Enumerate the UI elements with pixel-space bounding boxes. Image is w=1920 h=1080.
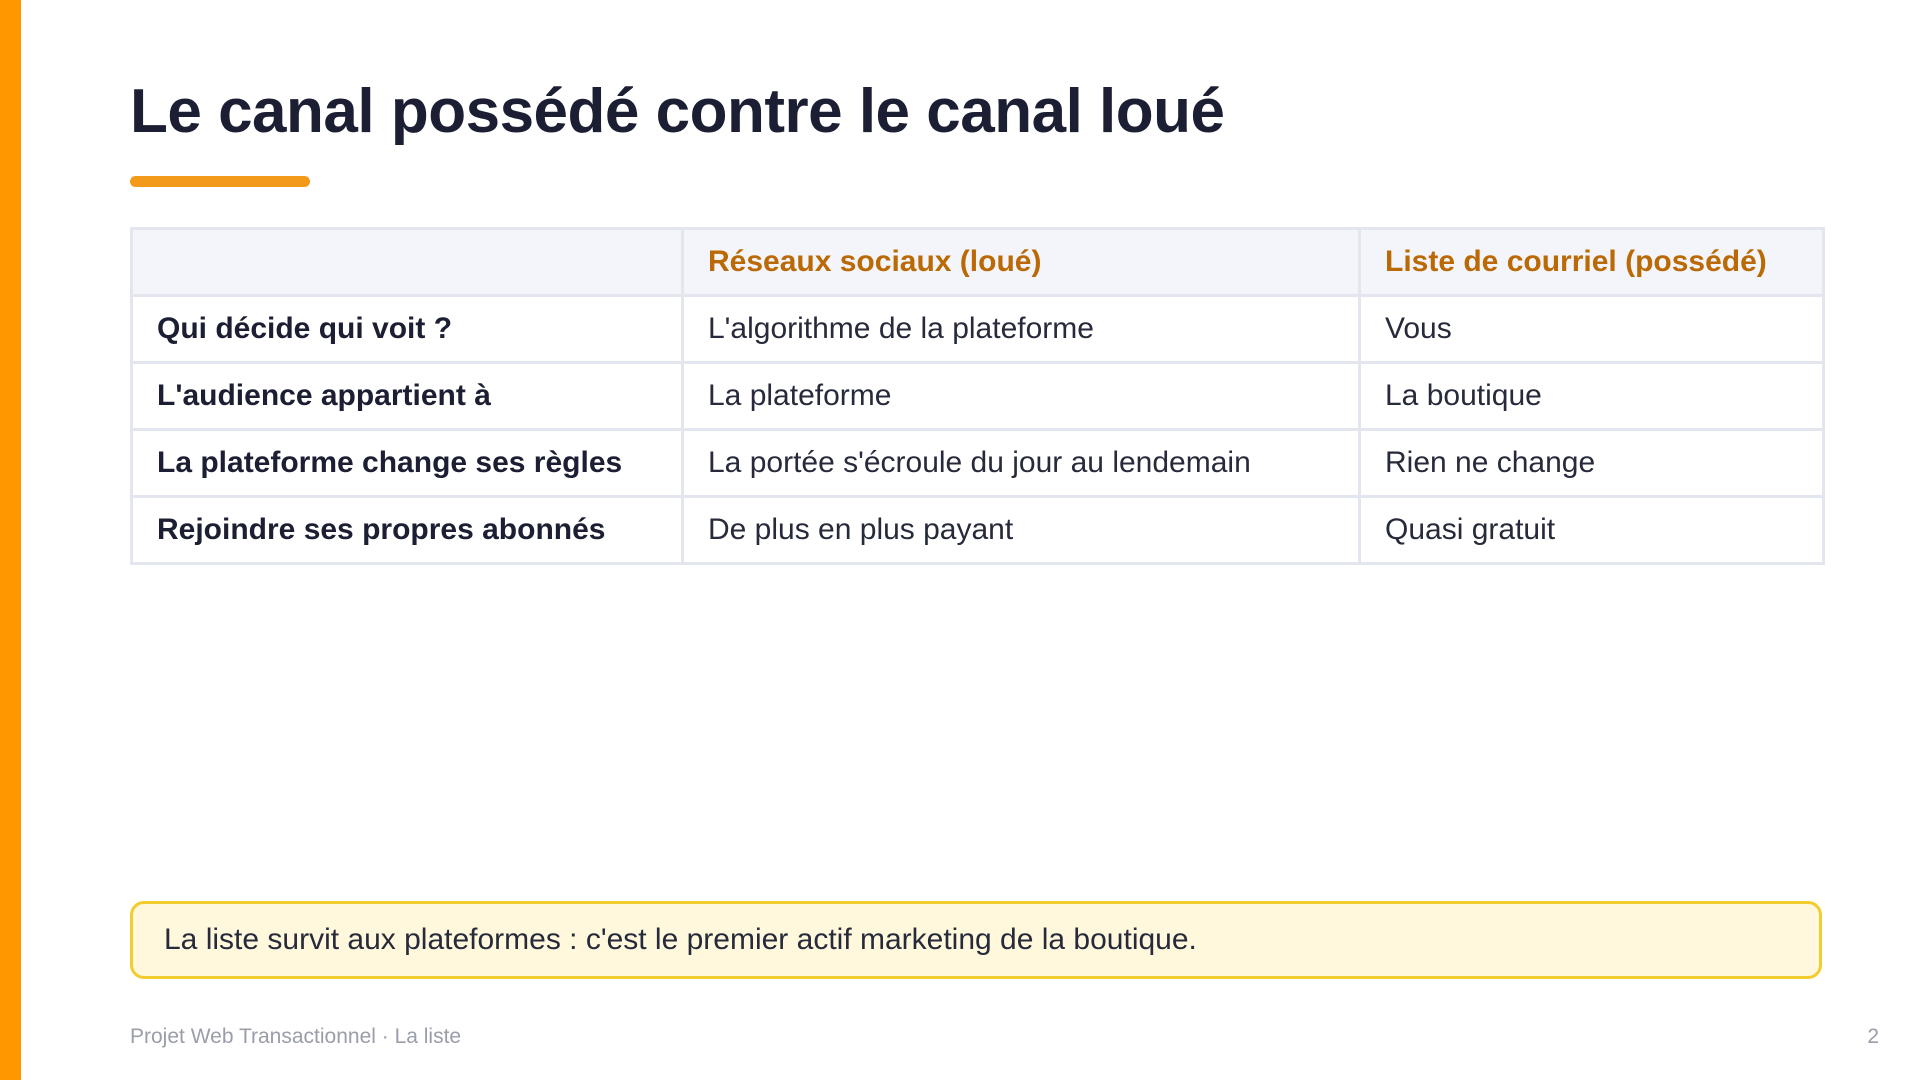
row-label: Qui décide qui voit ?: [132, 296, 683, 363]
table-header-row: [132, 229, 1824, 296]
table-row: [132, 430, 1824, 497]
table-row: [132, 497, 1824, 564]
cell-social: De plus en plus payant: [683, 497, 1360, 564]
page-number: 2: [1867, 1025, 1879, 1048]
key-takeaway-callout: [130, 901, 1822, 979]
row-label: La plateforme change ses règles: [132, 430, 683, 497]
cell-social: La plateforme: [683, 363, 1360, 430]
table-row: [132, 296, 1824, 363]
table-header-social: Réseaux sociaux (loué): [683, 229, 1360, 296]
table-row: [132, 363, 1824, 430]
callout-text: La liste survit aux plateformes : c'est le premier actif marketing de la boutique.: [164, 923, 1197, 956]
slide-title: Le canal possédé contre le canal loué: [130, 77, 1225, 146]
row-label: Rejoindre ses propres abonnés: [132, 497, 683, 564]
table-header-empty: [132, 229, 683, 296]
cell-social: La portée s'écroule du jour au lendemain: [683, 430, 1360, 497]
comparison-table: [130, 227, 1825, 565]
left-accent-bar: [0, 0, 21, 1080]
row-label: L'audience appartient à: [132, 363, 683, 430]
cell-email: Rien ne change: [1360, 430, 1824, 497]
title-underline: [130, 176, 310, 187]
cell-social: L'algorithme de la plateforme: [683, 296, 1360, 363]
cell-email: La boutique: [1360, 363, 1824, 430]
cell-email: Vous: [1360, 296, 1824, 363]
table-header-email: Liste de courriel (possédé): [1360, 229, 1824, 296]
cell-email: Quasi gratuit: [1360, 497, 1824, 564]
footer-text: Projet Web Transactionnel · La liste: [130, 1025, 462, 1048]
